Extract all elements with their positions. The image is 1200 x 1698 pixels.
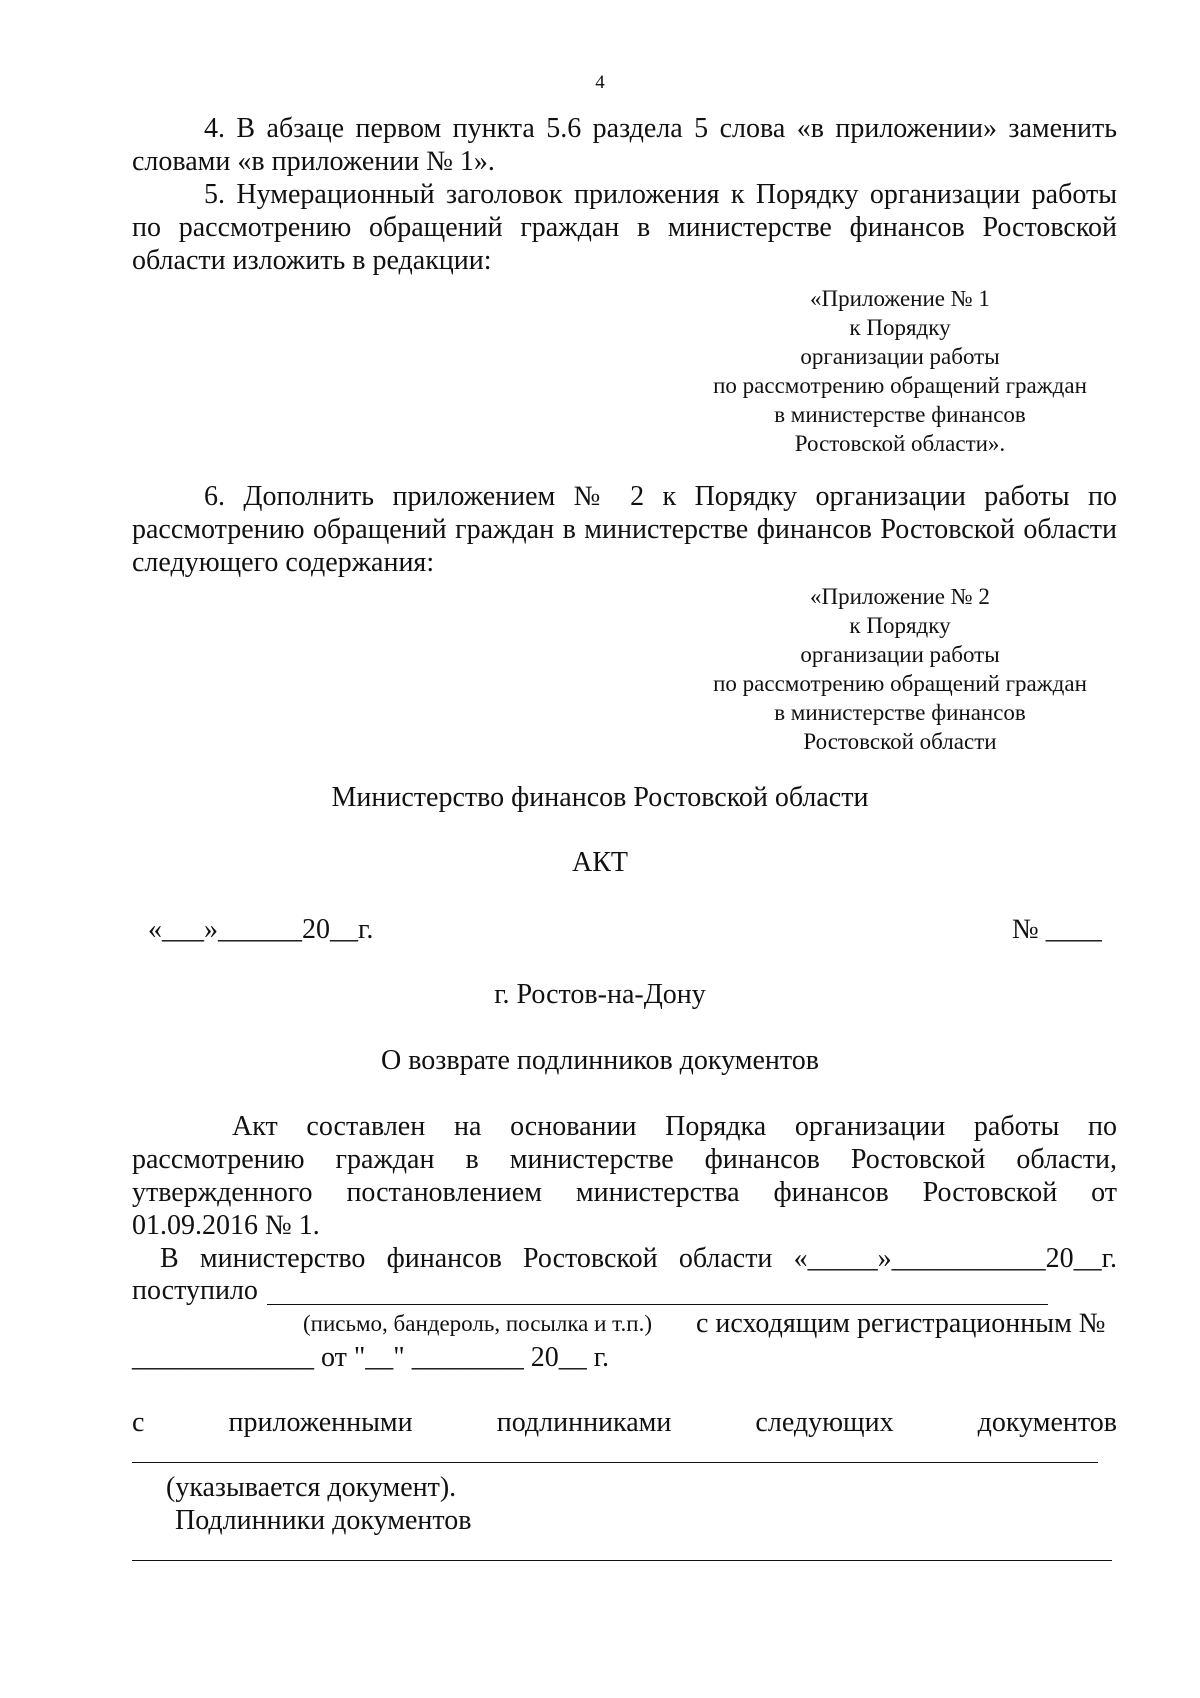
- documents-fill-line: [132, 1462, 1098, 1463]
- received-reg-text: с исходящим регистрационным №: [696, 1308, 1106, 1339]
- originals-label: Подлинники документов: [175, 1505, 472, 1536]
- appendix-1-line: Ростовской области».: [794, 431, 1006, 456]
- appendix-2-line: к Порядку: [849, 613, 951, 638]
- appendix-1-line: по рассмотрению обращений граждан: [713, 373, 1087, 398]
- item-5-line-2: по рассмотрению обращений граждан в министерстве финансов Ростовской: [132, 212, 1117, 243]
- act-title: АКТ: [572, 847, 628, 878]
- act-date-line: «___»______20__г.: [148, 914, 374, 945]
- act-city: г. Ростов-на-Дону: [494, 979, 706, 1010]
- item-4-line-1: 4. В абзаце первом пункта 5.6 раздела 5 слова «в приложении» заменить: [204, 113, 1117, 144]
- appendix-1-line: к Порядку: [849, 315, 951, 340]
- ministry-title: Министерство финансов Ростовской области: [331, 782, 869, 813]
- appendix-2-line: по рассмотрению обращений граждан: [713, 671, 1087, 696]
- received-line-1-wrap: [132, 1242, 1117, 1275]
- attached-line: [132, 1406, 1117, 1439]
- appendix-1-line: «Приложение № 1: [810, 286, 990, 311]
- received-label: поступило: [132, 1275, 258, 1306]
- attached-word: следующих: [755, 1407, 894, 1438]
- appendix-2-line: Ростовской области: [803, 729, 997, 754]
- item-6-line-1: 6. Дополнить приложением № 2 к Порядку организации работы по: [204, 481, 1117, 512]
- attached-word: приложенными: [228, 1407, 413, 1438]
- appendix-2-line: «Приложение № 2: [810, 584, 990, 609]
- act-body-line-1: Акт составлен на основании Порядка организации работы по: [232, 1111, 1117, 1142]
- appendix-1-line: в министерстве финансов: [774, 402, 1026, 427]
- originals-fill-line: [132, 1560, 1112, 1561]
- act-subject: О возврате подлинников документов: [381, 1045, 819, 1076]
- item-5-line-1: 5. Нумерационный заголовок приложения к Порядку организации работы: [204, 179, 1117, 210]
- act-body-line-4: 01.09.2016 № 1.: [132, 1210, 320, 1241]
- item-4-line-2: словами «в приложении № 1».: [132, 146, 495, 177]
- page-number: 4: [595, 72, 605, 93]
- attached-word: подлинниками: [496, 1407, 672, 1438]
- act-body-line-2: рассмотрению граждан в министерстве финансов Ростовской области,: [132, 1144, 1117, 1175]
- appendix-2-line: в министерстве финансов: [774, 700, 1026, 725]
- received-fill-line: [267, 1304, 1048, 1305]
- item-5-paragraph: [132, 178, 1117, 277]
- item-6-paragraph: [132, 480, 1117, 579]
- item-6-line-2: рассмотрению обращений граждан в министерстве финансов Ростовской области: [132, 514, 1117, 545]
- item-4-paragraph: [132, 112, 1117, 178]
- act-body-paragraph: [132, 1110, 1117, 1242]
- attached-word: с: [132, 1407, 145, 1438]
- received-type-hint: (письмо, бандероль, посылка и т.п.): [303, 1311, 652, 1336]
- attached-word: документов: [977, 1407, 1117, 1438]
- appendix-2-line: организации работы: [800, 642, 1000, 667]
- act-number-line: № ____: [1012, 914, 1102, 945]
- appendix-1-header: [680, 284, 1120, 458]
- item-5-line-3: области изложить в редакции:: [132, 245, 492, 276]
- received-line-3: _____________ от "__" ________ 20__ г.: [132, 1342, 610, 1373]
- item-6-line-3: следующего содержания:: [132, 547, 435, 578]
- received-line-1: В министерство финансов Ростовской области «_____»___________20__г.: [160, 1243, 1117, 1274]
- act-body-line-3: утвержденного постановлением министерства финансов Ростовской от: [132, 1177, 1117, 1208]
- document-hint: (указывается документ).: [166, 1472, 457, 1503]
- appendix-1-line: организации работы: [800, 344, 1000, 369]
- appendix-2-header: [680, 582, 1120, 756]
